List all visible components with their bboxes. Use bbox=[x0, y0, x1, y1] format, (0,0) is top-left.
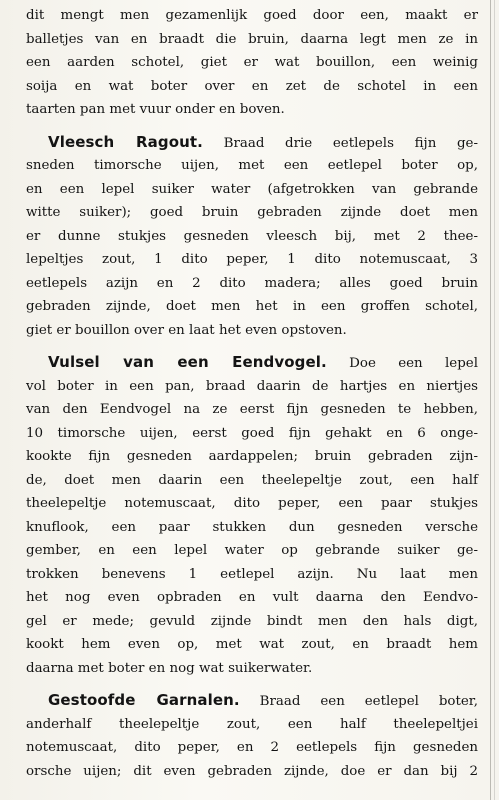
text-line: lepeltjes zout, 1 dito peper, 1 dito notemuscaat, 3 bbox=[26, 252, 478, 267]
recipe-gestoofde-garnalen bbox=[26, 689, 478, 783]
recipe-title: Gestoofde Garnalen. bbox=[48, 691, 240, 709]
paragraph-gap bbox=[26, 342, 478, 351]
text-line: vol boter in een pan, braad daarin de hartjes en niertjes bbox=[26, 378, 478, 394]
text-line: 10 timorsche uijen, eerst goed fijn gehakt en 6 onge- bbox=[26, 425, 478, 441]
recipe-vleesch-ragout bbox=[26, 131, 478, 343]
recipe-first-line bbox=[26, 689, 478, 713]
recipe-vulsel-eendvogel bbox=[26, 351, 478, 680]
recipe-text: Doe een lepel bbox=[349, 356, 479, 371]
text-line: de, doet men daarin een theelepeltje zout, een half bbox=[26, 472, 478, 488]
text-line: gember, en een lepel water op gebrande suiker ge- bbox=[26, 543, 478, 558]
text-line: gel er mede; gevuld zijnde bindt men den hals digt, bbox=[26, 613, 478, 629]
text-line: er dunne stukjes gesneden vleesch bij, met 2 thee- bbox=[26, 228, 478, 244]
text-line: en een lepel suiker water (afgetrokken van gebrande bbox=[26, 181, 478, 197]
text-line: gebraden zijnde, doet men het in een groffen schotel, bbox=[26, 299, 478, 314]
recipe-text: Braad een eetlepel boter, bbox=[259, 694, 478, 709]
text-line: trokken benevens 1 eetlepel azijn. Nu laat men bbox=[26, 566, 478, 582]
paragraph-gap bbox=[26, 680, 478, 689]
text-line: taarten pan met vuur onder en boven. bbox=[26, 102, 285, 117]
recipe-title: Vleesch Ragout. bbox=[48, 132, 203, 151]
text-line: kookte fijn gesneden aardappelen; bruin gebraden zijn- bbox=[26, 449, 478, 464]
text-line: het nog even opbraden en vult daarna den Eendvo- bbox=[26, 590, 478, 605]
text-line: giet er bouillon over en laat het even opstoven. bbox=[26, 322, 347, 338]
text-line: balletjes van en braadt die bruin, daarna legt men ze in bbox=[26, 31, 478, 47]
text-line: knuflook, een paar stukken dun gesneden versche bbox=[26, 519, 478, 535]
text-line: soija en wat boter over en zet de schotel in een bbox=[26, 78, 478, 94]
text-line: notemuscaat, dito peper, en 2 eetlepels fijn gesneden bbox=[26, 740, 478, 755]
text-line: een aarden schotel, giet er wat bouillon, een weinig bbox=[26, 55, 478, 70]
text-line: anderhalf theelepeltje zout, een half theelepeltjei bbox=[26, 716, 478, 732]
text-line: witte suiker); goed bruin gebraden zijnde doet men bbox=[26, 205, 478, 220]
text-line: theelepeltje notemuscaat, dito peper, een paar stukjes bbox=[26, 496, 478, 511]
text-line: dit mengt men gezamenlijk goed door een, maakt er bbox=[26, 8, 478, 23]
text-line: eetlepels azijn en 2 dito madera; alles goed bruin bbox=[26, 275, 478, 291]
recipe-first-line bbox=[26, 131, 478, 155]
margin-rule-secondary bbox=[494, 0, 495, 800]
recipe-first-line bbox=[26, 351, 478, 375]
text-line: daarna met boter en nog wat suikerwater. bbox=[26, 660, 313, 676]
margin-rule bbox=[490, 0, 491, 800]
paragraph-gap bbox=[26, 122, 478, 131]
text-line: kookt hem even op, met wat zout, en braadt hem bbox=[26, 637, 478, 652]
text-line: sneden timorsche uijen, met een eetlepel boter op, bbox=[26, 158, 478, 173]
recipe-text: Braad drie eetlepels fijn ge- bbox=[223, 135, 478, 151]
text-column bbox=[26, 4, 478, 783]
text-line: van den Eendvogel na ze eerst fijn gesneden te hebben, bbox=[26, 402, 478, 417]
text-line: orsche uijen; dit even gebraden zijnde, doe er dan bij 2 bbox=[26, 763, 478, 779]
intro-paragraph bbox=[26, 4, 478, 122]
recipe-title: Vulsel van een Eendvogel. bbox=[48, 353, 327, 371]
